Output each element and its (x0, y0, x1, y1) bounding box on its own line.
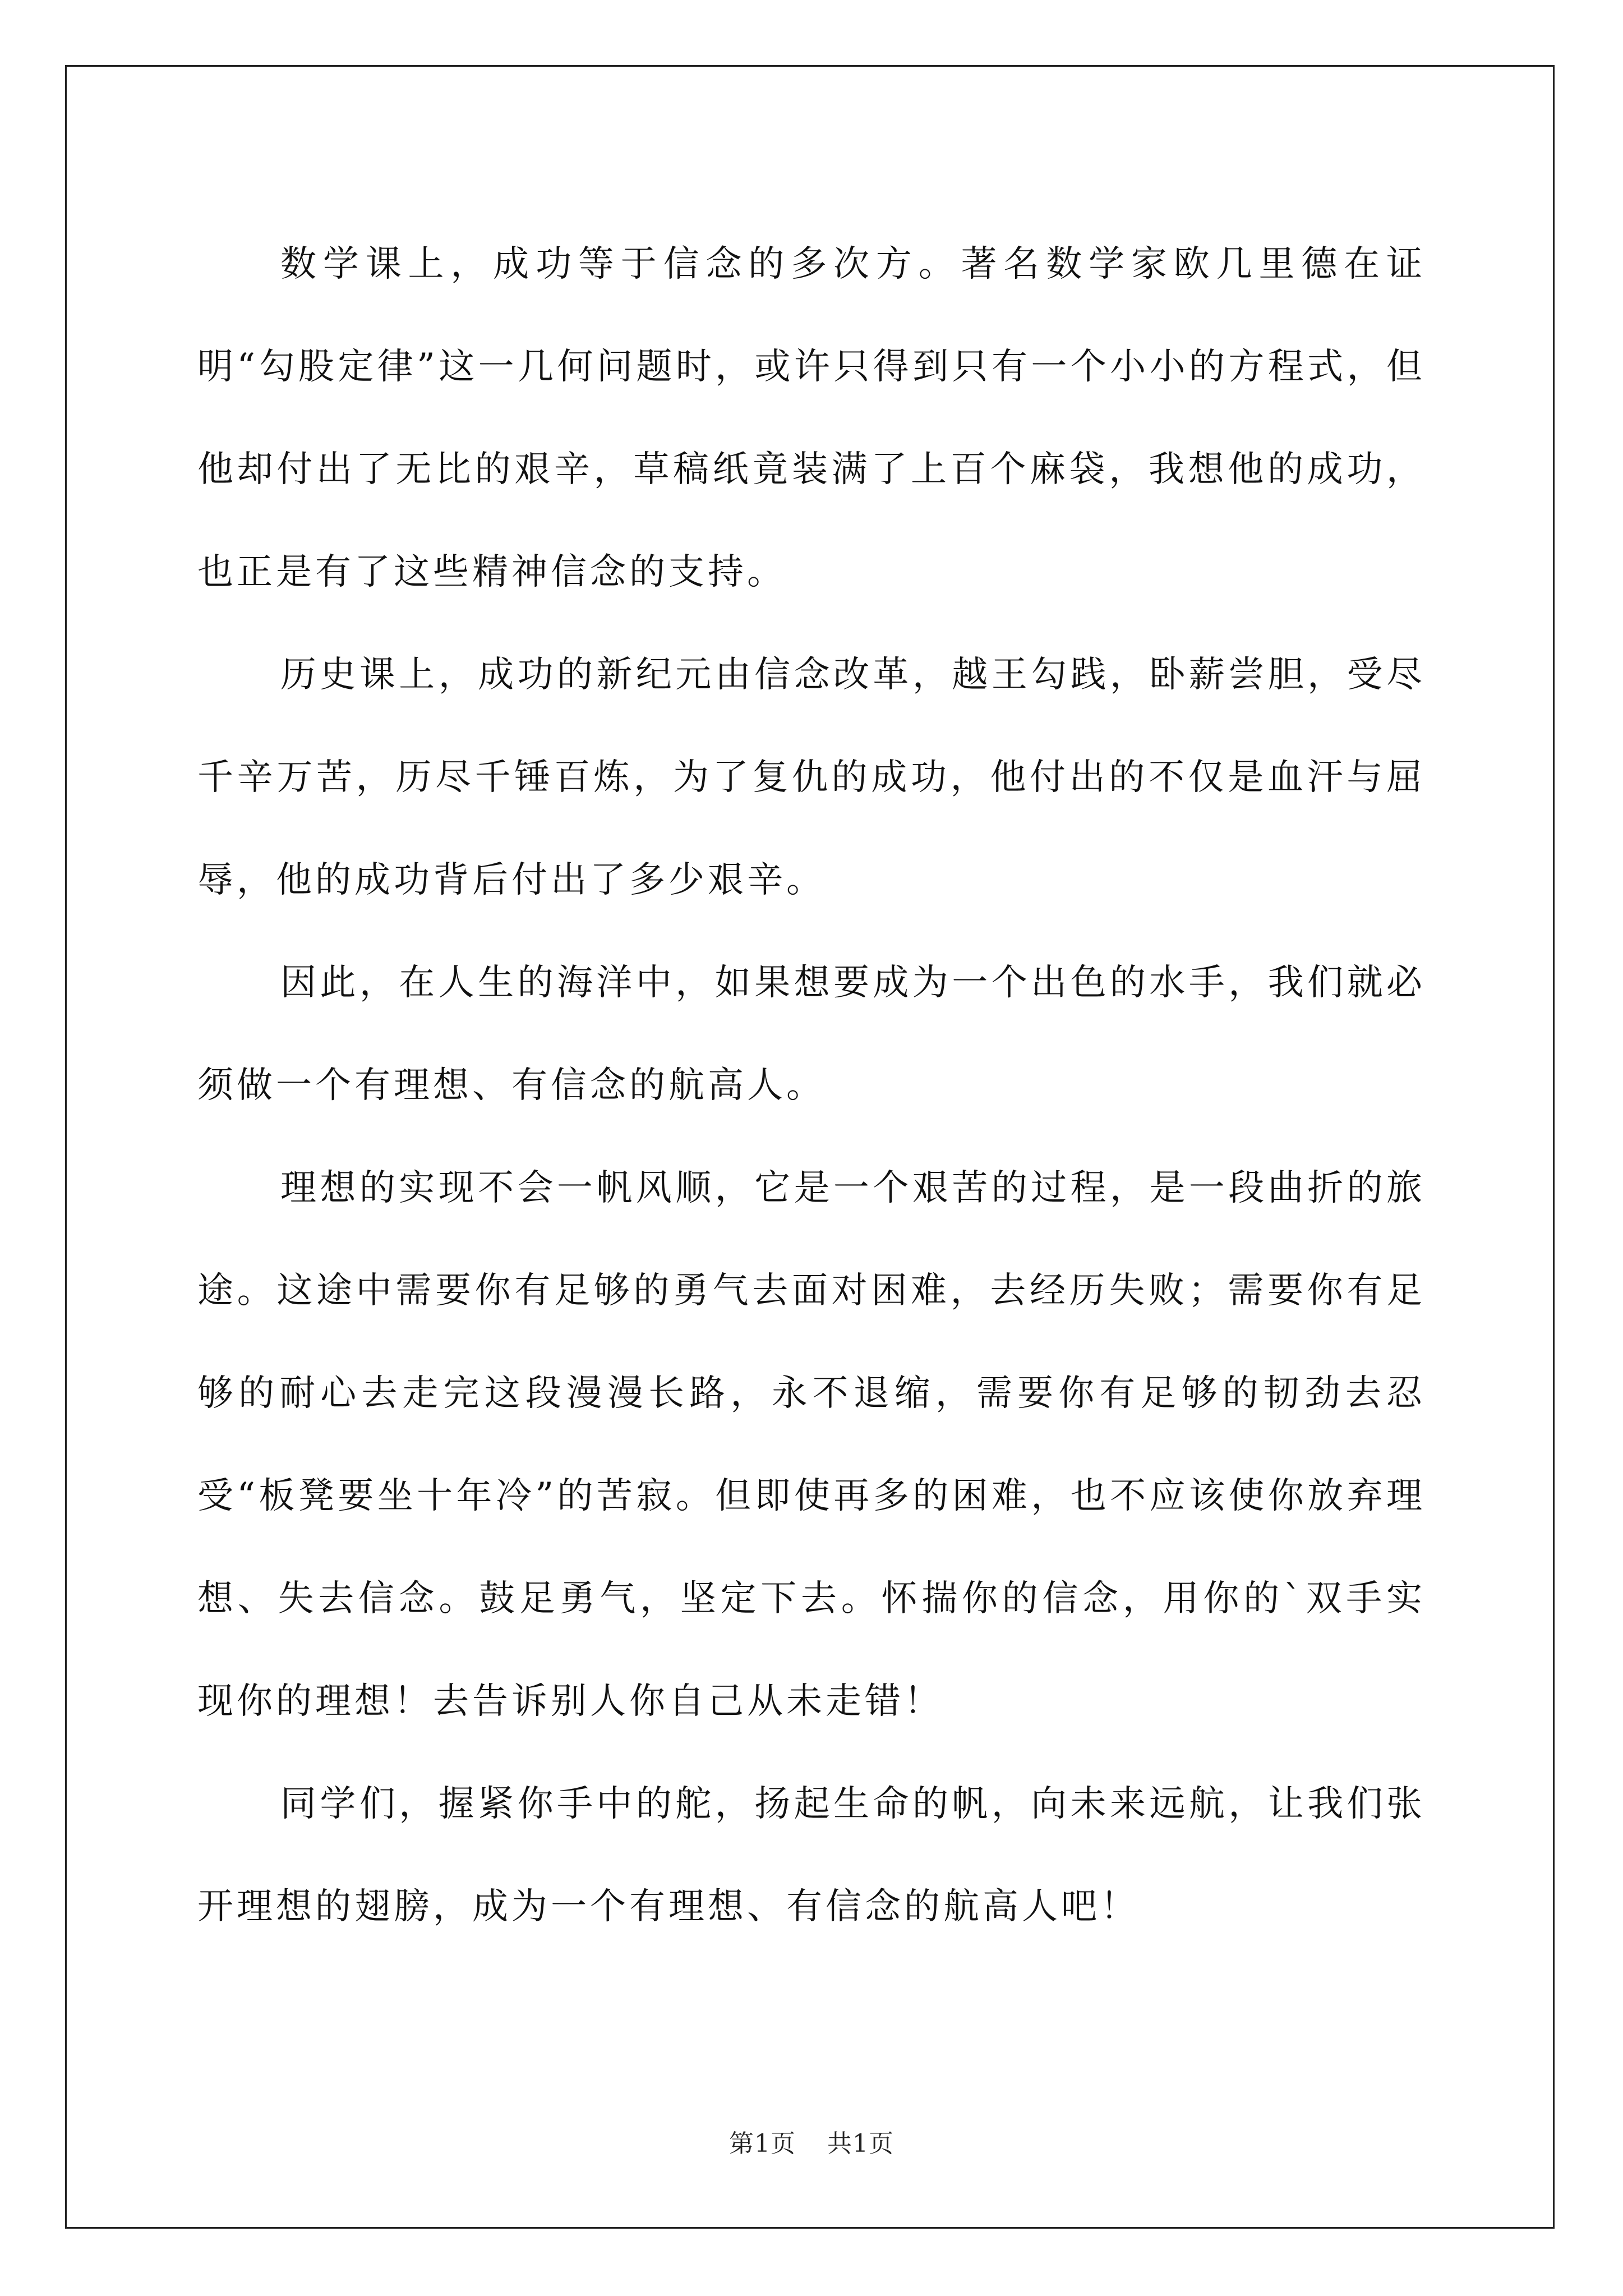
page-total: 共1页 (827, 2129, 894, 2158)
paragraph-2: 历史课上，成功的新纪元由信念改革，越王勾践，卧薪尝胆，受尽千辛万苦，历尽千锤百炼，为了复仇的成功，他付出的不仅是血汗与屈辱，他的成功背后付出了多少艰辛。 (197, 654, 1426, 901)
page-number: 第1页 (729, 2129, 796, 2158)
paragraph-3: 因此，在人生的海洋中，如果想要成为一个出色的水手，我们就必须做一个有理想、有信念的航高人。 (197, 962, 1426, 1106)
page-footer (0, 2123, 1623, 2159)
paragraph-5: 同学们，握紧你手中的舵，扬起生命的帆，向未来远航，让我们张开理想的翅膀，成为一个有理想、有信念的航高人吧！ (197, 1783, 1426, 1927)
paragraph-4: 理想的实现不会一帆风顺，它是一个艰苦的过程，是一段曲折的旅途。这途中需要你有足够的勇气去面对困难，去经历失败；需要你有足够的耐心去走完这段漫漫长路，永不退缩，需要你有足够的韧劲去忍受“板凳要坐十年冷”的苦寂。但即使再多的困难，也不应该使你放弃理想、失去信念。鼓足勇气，坚定下去。怀揣你的信念，用你的`双手实现你的理想！去告诉别人你自己从未走错！ (197, 1167, 1426, 1722)
document-body (197, 213, 1426, 1958)
paragraph-1: 数学课上，成功等于信念的多次方。著名数学家欧几里德在证明“勾股定律”这一几何问题时，或许只得到只有一个小小的方程式，但他却付出了无比的艰辛，草稿纸竟装满了上百个麻袋，我想他的成功，也正是有了这些精神信念的支持。 (197, 243, 1426, 593)
